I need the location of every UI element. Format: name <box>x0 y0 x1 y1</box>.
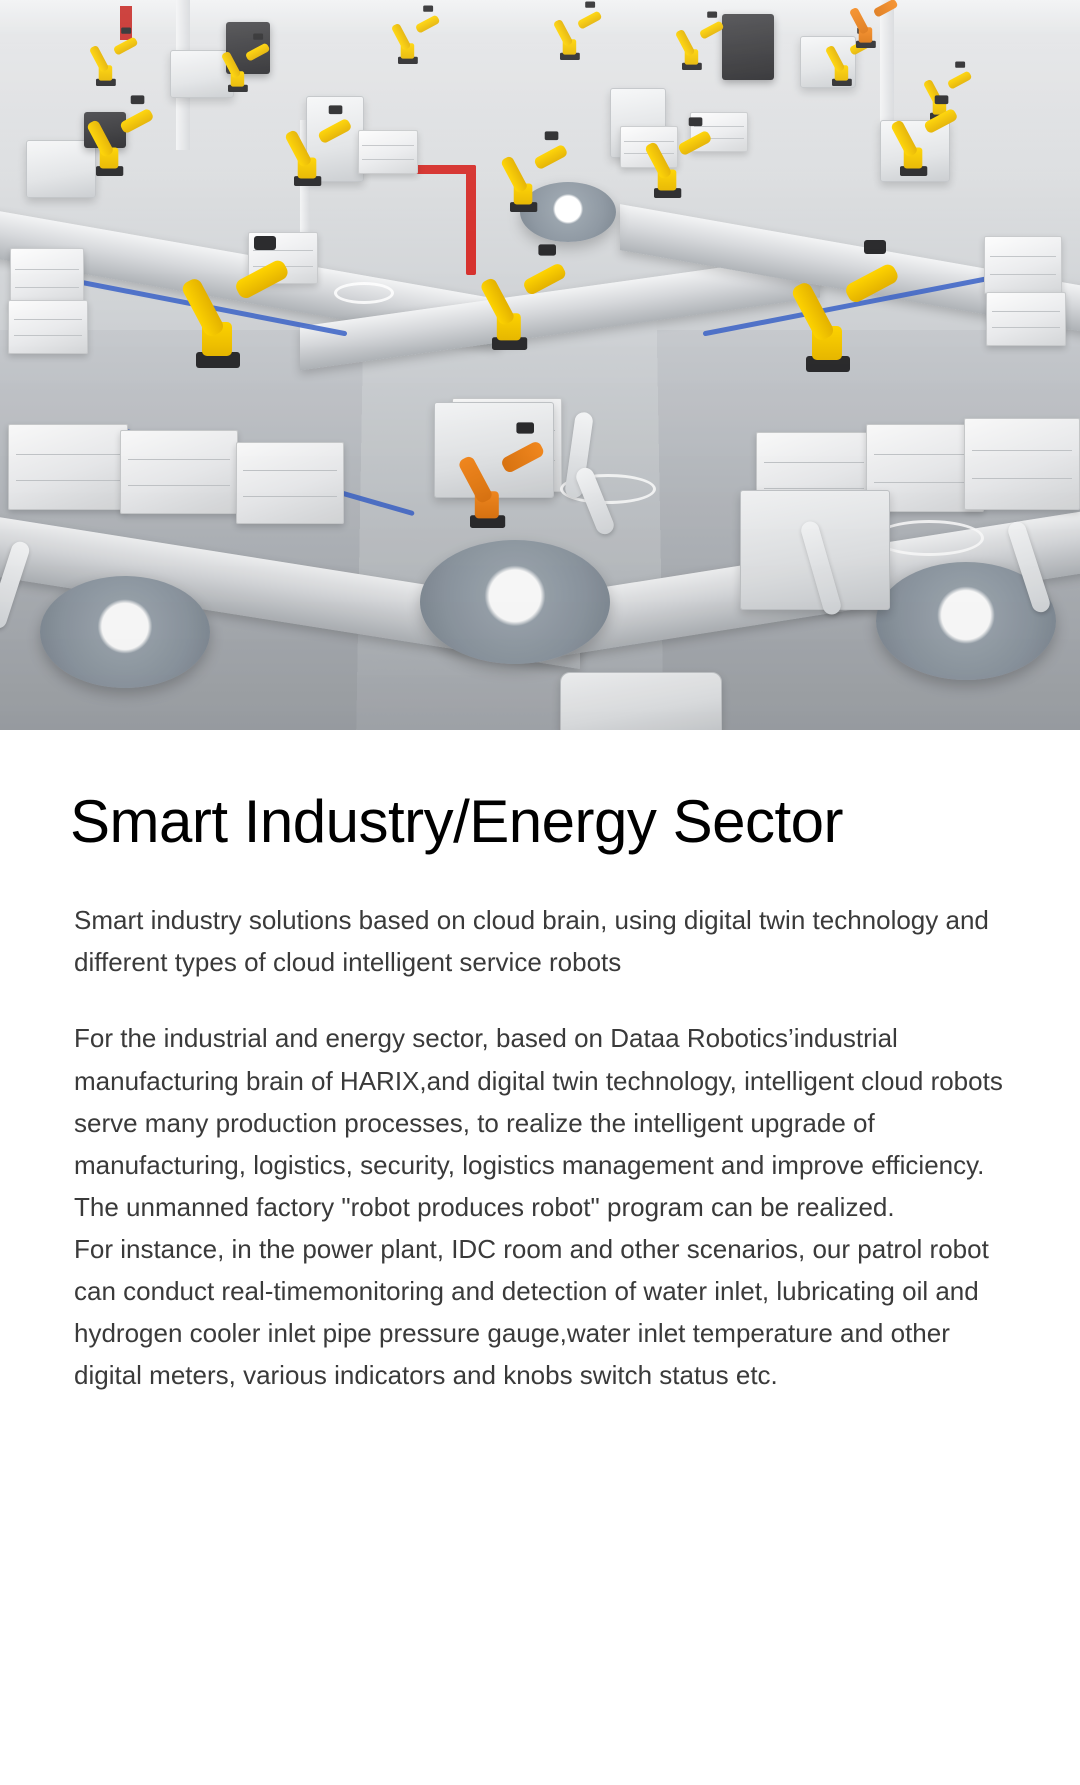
equipment-cabinet <box>722 14 774 80</box>
lead-paragraph: Smart industry solutions based on cloud brain, using digital twin technology and different types of cloud intelligent service robots <box>74 905 989 978</box>
body-paragraph-3: For instance, in the power plant, IDC room and other scenarios, our patrol robot can conduct real-timemonitoring and detection of water inlet, lubricating oil and hydrogen cooler inlet pipe pressure gauge,water inlet temperature and other digital meters, various indicators and knobs switch status etc. <box>74 1233 989 1391</box>
crate-stack <box>358 130 418 174</box>
workstation <box>560 672 722 730</box>
body-paragraph-2: The unmanned factory "robot produces robot" program can be realized. <box>74 1191 895 1222</box>
turntable-fixture <box>520 182 616 242</box>
pillar <box>880 0 894 140</box>
hero-image <box>0 0 1080 730</box>
article-content <box>0 730 1080 1436</box>
red-beam <box>120 6 132 40</box>
crate-stack <box>8 300 88 354</box>
turntable-fixture <box>420 540 610 664</box>
body-text <box>70 1017 1010 1396</box>
crate-stack <box>10 248 84 308</box>
workstation <box>26 140 96 198</box>
crate-stack <box>964 418 1080 510</box>
crate-stack <box>8 424 128 510</box>
factory-scene <box>0 0 1080 730</box>
crate-stack <box>120 430 238 514</box>
crate-stack <box>986 292 1066 346</box>
workcell-halo <box>874 520 984 556</box>
red-post <box>466 165 476 275</box>
page-title: Smart Industry/Energy Sector <box>70 788 843 855</box>
body-paragraph-1: For the industrial and energy sector, based on Dataa Robotics’industrial manufacturing brain of HARIX,and digital twin technology, intelligent cloud robots serve many production processes, to realize the intelligent upgrade of manufacturing, logistics, security, logistics management and improve efficiency. <box>74 1023 1003 1180</box>
center-aisle <box>356 306 664 730</box>
ceiling-band <box>0 0 1080 34</box>
workcell-halo <box>334 282 394 304</box>
crate-stack <box>236 442 344 524</box>
turntable-fixture <box>40 576 210 688</box>
crate-stack <box>984 236 1062 294</box>
